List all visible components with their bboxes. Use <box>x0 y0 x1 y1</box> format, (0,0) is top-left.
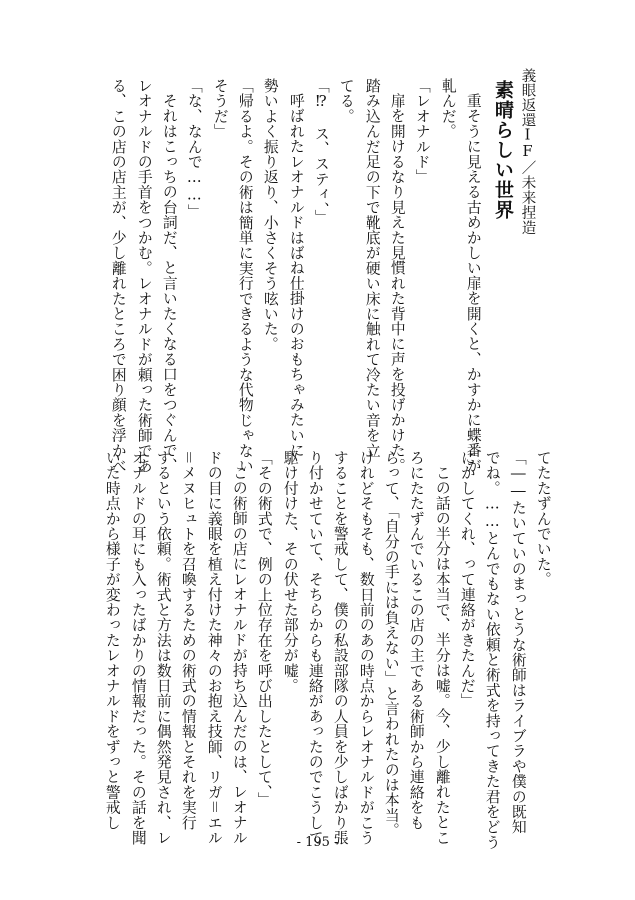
text-line: てたたずんでいた。 <box>534 450 552 587</box>
text-line: ろにたたずんでいるこの店の主である術師から連絡をも <box>407 450 425 830</box>
text-line: にかしてくれ、って連絡がきたんだ」 <box>458 450 476 709</box>
text-line: この話の半分は本当で、半分は嘘。今、少し離れたとこ <box>433 465 451 845</box>
text-line: そうだ」 <box>211 78 229 139</box>
text-line: 「その術式で、例の上位存在を呼び出したとして、」 <box>255 450 273 808</box>
text-line: それはこっちの台詞だ、と言いたくなる口をつぐんで、 <box>160 93 178 473</box>
text-line: る、この店の店主が、少し離れたところで困り顔を浮かべ <box>109 78 127 474</box>
text-line: レオナルドの手首をつかむ。レオナルドが頼った術師であ <box>135 78 153 474</box>
text-line: 呼ばれたレオナルドはばね仕掛けのおもちゃみたいに <box>287 93 305 458</box>
text-line: するという依頼。術式と方法は数日前に偶然発見され、レ <box>154 450 172 846</box>
text-line: することを警戒して、僕の私設部隊の人員を少しばかり張 <box>331 450 349 846</box>
text-line: 「レオナルド」 <box>413 78 431 185</box>
text-line: 軋んだ。 <box>439 78 457 139</box>
text-line: オナルドの耳にも入ったばかりの情報だった。その話を聞 <box>129 450 147 846</box>
text-line: 扉を開けるなり見えた見慣れた背中に声を投げかけた。 <box>388 93 406 473</box>
text-line: 勢いよく振り返り、小さくそう呟いた。 <box>261 78 279 352</box>
text-line: でね。……とんでもない依頼と術式を持ってきた君をどう <box>483 450 501 850</box>
series-subtitle: 義眼返還IF／未来捏造 <box>519 68 536 235</box>
text-line: けれどそもそも、数日前のあの時点からレオナルドがこう <box>357 450 375 846</box>
page-number: - 195 - <box>296 835 339 850</box>
text-line: らって、「自分の手には負えない」と言われたのは本当。 <box>382 450 400 838</box>
text-line: 「帰るよ。その術は簡単に実行できるような代物じゃない <box>236 78 254 474</box>
text-line: いた時点から様子が変わったレオナルドをずっと警戒し <box>103 450 121 830</box>
text-line: ＝メヌヒュトを召喚するための術式の情報とそれを実行 <box>179 450 197 830</box>
text-line: この術師の店にレオナルドが持ち込んだのは、レオナル <box>230 465 248 845</box>
text-line: 踏み込んだ足の下で靴底が硬い床に触れて冷たい音を立 <box>363 78 381 458</box>
text-line: 重そうに見える古めかしい扉を開くと、かすかに蝶番が <box>464 93 482 473</box>
text-line: 「――たいていのまっとうな術師はライブラや僕の既知 <box>509 450 527 835</box>
text-line: り付かせていて、そちらからも連絡があったのでこうして <box>306 450 324 846</box>
text-line: 「な、なんで……」 <box>185 78 203 220</box>
text-line: ドの目に義眼を植え付けた神々のお抱え技師、リガ＝エル <box>205 450 223 846</box>
text-line: 駆け付けた、その伏せた部分が嘘。 <box>281 450 299 694</box>
text-line: 「⁉ ス、スティ、」 <box>312 78 330 225</box>
text-line: てる。 <box>337 78 355 124</box>
chapter-title: 素晴らしい世界 <box>492 80 514 220</box>
